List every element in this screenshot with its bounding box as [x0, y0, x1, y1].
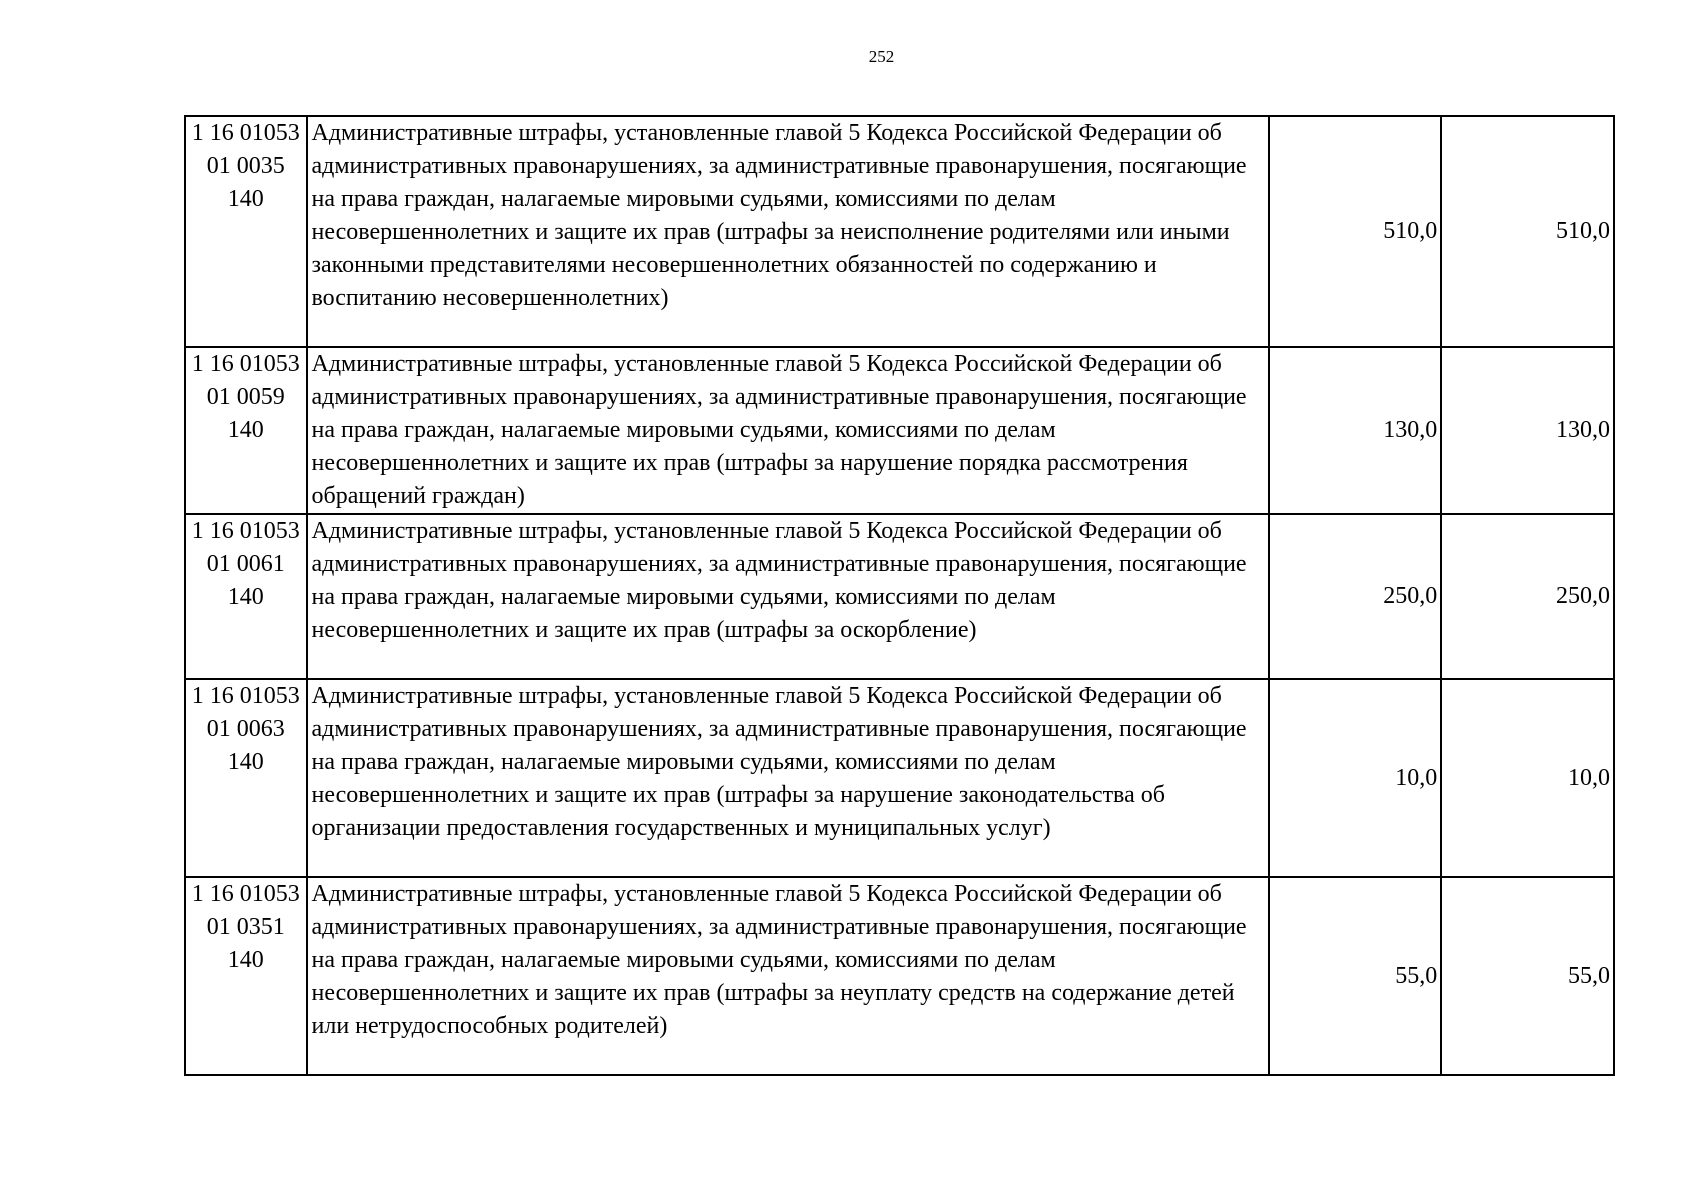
table-row	[185, 514, 1614, 679]
amount-value: 55,0	[1269, 877, 1442, 1075]
amount-value: 10,0	[1441, 679, 1614, 877]
revenue-description: Административные штрафы, установленные главой 5 Кодекса Российской Федерации об административных правонарушениях, за административные правонарушения, посягающие на права граждан, налагаемые мировыми судьями, комиссиями по делам несовершеннолетних и защите их прав (штрафы за неуплату средств на содержание детей или нетрудоспособных родителей)	[307, 877, 1269, 1075]
page-number: 252	[868, 47, 895, 66]
revenue-description: Административные штрафы, установленные главой 5 Кодекса Российской Федерации об административных правонарушениях, за административные правонарушения, посягающие на права граждан, налагаемые мировыми судьями, комиссиями по делам несовершеннолетних и защите их прав (штрафы за нарушение порядка рассмотрения обращений граждан)	[307, 347, 1269, 514]
revenue-description: Административные штрафы, установленные главой 5 Кодекса Российской Федерации об административных правонарушениях, за административные правонарушения, посягающие на права граждан, налагаемые мировыми судьями, комиссиями по делам несовершеннолетних и защите их прав (штрафы за нарушение законодательства об организации предоставления государственных и муниципальных услуг)	[307, 679, 1269, 877]
budget-classification-code: 1 16 01053 01 0059 140	[185, 347, 307, 514]
amount-value: 55,0	[1441, 877, 1614, 1075]
amount-value: 130,0	[1441, 347, 1614, 514]
table-row	[185, 877, 1614, 1075]
table-row	[185, 116, 1614, 347]
amount-value: 250,0	[1269, 514, 1442, 679]
revenue-description: Административные штрафы, установленные главой 5 Кодекса Российской Федерации об административных правонарушениях, за административные правонарушения, посягающие на права граждан, налагаемые мировыми судьями, комиссиями по делам несовершеннолетних и защите их прав (штрафы за оскорбление)	[307, 514, 1269, 679]
amount-value: 510,0	[1269, 116, 1442, 347]
revenue-description: Административные штрафы, установленные главой 5 Кодекса Российской Федерации об административных правонарушениях, за административные правонарушения, посягающие на права граждан, налагаемые мировыми судьями, комиссиями по делам несовершеннолетних и защите их прав (штрафы за неисполнение родителями или иными законными представителями несовершеннолетних обязанностей по содержанию и воспитанию несовершеннолетних)	[307, 116, 1269, 347]
amount-value: 250,0	[1441, 514, 1614, 679]
amount-value: 510,0	[1441, 116, 1614, 347]
budget-classification-code: 1 16 01053 01 0035 140	[185, 116, 307, 347]
amount-value: 130,0	[1269, 347, 1442, 514]
table-row	[185, 347, 1614, 514]
budget-classification-code: 1 16 01053 01 0351 140	[185, 877, 307, 1075]
budget-revenue-table	[184, 115, 1615, 1076]
table-row	[185, 679, 1614, 877]
amount-value: 10,0	[1269, 679, 1442, 877]
budget-classification-code: 1 16 01053 01 0063 140	[185, 679, 307, 877]
budget-classification-code: 1 16 01053 01 0061 140	[185, 514, 307, 679]
